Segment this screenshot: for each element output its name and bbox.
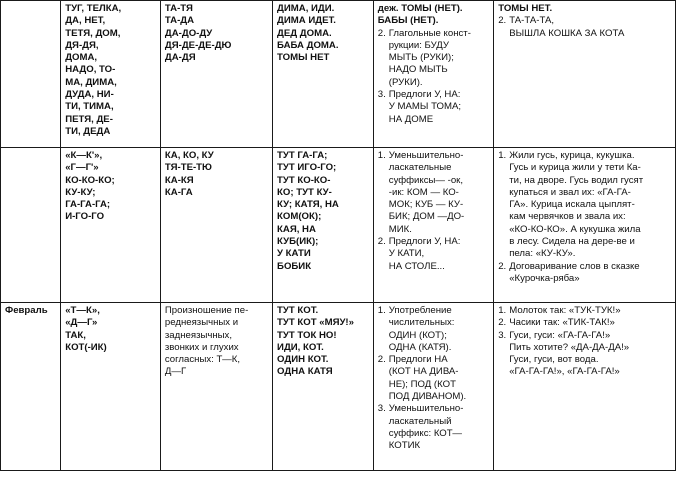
- cell-line: «Т—К»,: [65, 305, 100, 316]
- grammar-cell: [373, 1, 493, 148]
- cell-line: КА, КО, КУ: [164, 150, 214, 161]
- cell-line: заднеязычных,: [164, 329, 233, 341]
- cell-line: КАЯ, НА: [277, 223, 316, 235]
- item-number: 2.: [377, 236, 386, 248]
- item-number: 1.: [377, 305, 386, 316]
- cell-line: реднеязычных и: [164, 317, 239, 329]
- item-line: Предлоги У, НА:: [388, 89, 461, 101]
- item-line: Гусь и курица жили у тети Ка-: [509, 162, 641, 174]
- cell-line: МА, ДИМА,: [65, 76, 117, 88]
- item-line: Гуси, гуси: «ГА-ГА-ГА!»: [509, 329, 611, 341]
- cell-line: ДЕД ДОМА.: [277, 27, 332, 39]
- cell-line: ТОМЫ НЕТ: [277, 52, 330, 64]
- cell-line: КУ-КУ;: [65, 186, 96, 198]
- numbered-item: [498, 261, 671, 286]
- cell-line: ТУГ, ТЕЛКА,: [65, 3, 122, 14]
- cell-line: Февраль: [5, 305, 48, 316]
- cell-line: ОДИН КОТ.: [277, 354, 329, 366]
- cell-line: ДУДА, НИ-: [65, 89, 114, 101]
- numbered-item: [498, 15, 671, 40]
- item-line: МЫТЬ (РУКИ);: [388, 52, 454, 64]
- table-row: [1, 1, 676, 148]
- texts-cell: [494, 1, 676, 148]
- cell-line: КО-КО-КО;: [65, 174, 115, 186]
- cell-line: ОДНА КАТЯ: [277, 366, 333, 378]
- cell-line: ТИ, ТИМА,: [65, 101, 114, 113]
- cell-line: ДА, НЕТ,: [65, 15, 106, 27]
- numbered-item: [378, 403, 489, 452]
- cell-line: БАБЫ (НЕТ).: [377, 15, 439, 27]
- item-line: Жили гусь, курица, кукушка.: [509, 150, 635, 161]
- cell-line: ТОМЫ НЕТ.: [498, 3, 553, 14]
- cell-line: ДЯ-ДЕ-ДЕ-ДЮ: [164, 39, 232, 51]
- item-number: 3.: [498, 329, 507, 341]
- cell-line: КО; ТУТ КУ-: [277, 186, 332, 198]
- item-line: ти, на дворе. Гусь водил гусят: [509, 174, 644, 186]
- cell-line: «К—К'»,: [65, 150, 103, 161]
- cell-line: «Г—Г'»: [65, 162, 99, 174]
- numbered-item: [498, 317, 671, 329]
- month-cell: [1, 148, 61, 303]
- cell-line: КОТ(-ИК): [65, 341, 107, 353]
- item-line: Пить хотите? «ДА-ДА-ДА!»: [509, 341, 630, 353]
- item-line: Часики так: «ТИК-ТАК!»: [509, 317, 615, 329]
- table-row: [1, 148, 676, 303]
- item-line: КОТИК: [388, 440, 421, 452]
- item-line: Предлоги У, НА:: [388, 236, 461, 248]
- sounds-cell: [61, 1, 161, 148]
- item-line: НЕ); ПОД (КОТ: [388, 378, 456, 390]
- grammar-cell: [373, 148, 493, 303]
- cell-line: ДОМА,: [65, 52, 98, 64]
- item-line: суффиксы— -ок,: [388, 174, 464, 186]
- item-line: ТА-ТА-ТА,: [509, 15, 555, 27]
- cell-line: ТА-ДА: [164, 15, 195, 27]
- cell-line: И-ГО-ГО: [65, 211, 105, 223]
- item-line: ласкательный: [388, 415, 452, 427]
- cell-line: Произношение пе-: [164, 305, 249, 316]
- cell-line: КУБ(ИК);: [277, 236, 319, 248]
- item-line: Глагольные конст-: [388, 27, 471, 39]
- numbered-item: [378, 89, 489, 126]
- item-line: рукции: БУДУ: [388, 39, 449, 51]
- numbered-item: [378, 354, 489, 403]
- item-line: суффикс: КОТ—: [388, 427, 463, 439]
- item-line: У КАТИ,: [388, 248, 425, 260]
- sounds-cell: [61, 148, 161, 303]
- item-number: 1.: [498, 150, 507, 161]
- item-number: 2.: [498, 317, 507, 329]
- item-line: «ГА-ГА-ГА!», «ГА-ГА-ГА!»: [509, 366, 620, 378]
- syllables-cell: [160, 1, 272, 148]
- grammar-cell: [373, 303, 493, 471]
- cell-line: ДЯ-ДЯ,: [65, 39, 99, 51]
- item-line: купаться и звал их: «ГА-ГА-: [509, 186, 631, 198]
- cell-line: ГА-ГА-ГА;: [65, 199, 111, 211]
- numbered-item: [378, 305, 489, 354]
- item-line: БИК; ДОМ —ДО-: [388, 211, 465, 223]
- item-line: ОДИН (КОТ);: [388, 329, 447, 341]
- item-line: НА СТОЛЕ...: [388, 260, 445, 272]
- item-line: Употребление: [388, 305, 452, 316]
- cell-line: звонких и глухих: [164, 341, 239, 353]
- item-line: Предлоги НА: [388, 354, 448, 366]
- item-number: 2.: [498, 260, 507, 272]
- item-line: МОК; КУБ — КУ-: [388, 199, 464, 211]
- numbered-item: [498, 150, 671, 261]
- cell-line: ТАК,: [65, 329, 86, 341]
- item-line: Гуси, гуси, вот вода.: [509, 354, 599, 366]
- cell-line: ТИ, ДЕДА: [65, 125, 111, 137]
- cell-line: ДИМА ИДЕТ.: [277, 15, 336, 27]
- phrases-cell: [273, 148, 374, 303]
- month-cell: [1, 303, 61, 471]
- cell-line: ИДИ, КОТ.: [277, 341, 324, 353]
- numbered-item: [498, 305, 671, 317]
- item-line: Молоток так: «ТУК-ТУК!»: [509, 305, 621, 316]
- cell-line: ДА-ДЯ: [164, 52, 196, 64]
- cell-line: согласных: Т—К,: [164, 354, 240, 366]
- sounds-cell: [61, 303, 161, 471]
- item-line: У МАМЫ ТОМА;: [388, 101, 462, 113]
- texts-cell: [494, 303, 676, 471]
- item-line: в лесу. Сидела на дере-ве и: [509, 236, 635, 248]
- item-number: 2.: [377, 354, 386, 366]
- cell-line: Д—Г: [164, 366, 187, 378]
- cell-line: ТУТ КОТ.: [277, 305, 319, 316]
- cell-line: ТУТ ТОК НО!: [277, 329, 337, 341]
- item-line: ГА». Курица искала цыплят-: [509, 199, 635, 211]
- item-line: (РУКИ).: [388, 76, 423, 88]
- item-number: 2.: [498, 15, 507, 27]
- item-line: пела: «КУ-КУ».: [509, 248, 576, 260]
- item-line: МИК.: [388, 223, 412, 235]
- numbered-item: [378, 150, 489, 236]
- item-number: 1.: [377, 150, 386, 161]
- cell-line: ДА-ДО-ДУ: [164, 27, 213, 39]
- item-line: кам червячков и звала их:: [509, 211, 626, 223]
- texts-cell: [494, 148, 676, 303]
- item-number: 3.: [377, 89, 386, 101]
- cell-line: деж. ТОМЫ (НЕТ).: [377, 3, 463, 14]
- phrases-cell: [273, 303, 374, 471]
- cell-line: ПЕТЯ, ДЕ-: [65, 113, 113, 125]
- item-line: -ик: КОМ — КО-: [388, 186, 459, 198]
- item-line: числительных:: [388, 317, 455, 329]
- cell-line: КА-ГА: [164, 186, 193, 198]
- table-row: [1, 303, 676, 471]
- cell-line: ТА-ТЯ: [164, 3, 193, 14]
- cell-line: ДИМА, ИДИ.: [277, 3, 335, 14]
- month-cell: [1, 1, 61, 148]
- cell-line: ТУТ КОТ «МЯУ!»: [277, 317, 354, 329]
- cell-line: ТЯ-ТЕ-ТЮ: [164, 162, 212, 174]
- phrases-cell: [273, 1, 374, 148]
- cell-line: «Д—Г»: [65, 317, 98, 329]
- cell-line: БАБА ДОМА.: [277, 39, 339, 51]
- item-line: Уменьшительно-: [388, 403, 464, 415]
- cell-line: ТУТ ГА-ГА;: [277, 150, 328, 161]
- cell-line: КУ; КАТЯ, НА: [277, 199, 339, 211]
- cell-line: КОМ(ОК);: [277, 211, 322, 223]
- numbered-item: [498, 330, 671, 379]
- numbered-item: [378, 28, 489, 89]
- item-line: «КО-КО-КО». А кукушка жила: [509, 223, 641, 235]
- cell-line: ТЕТЯ, ДОМ,: [65, 27, 121, 39]
- item-line: «Курочка-ряба»: [509, 272, 580, 284]
- item-number: 3.: [377, 403, 386, 415]
- item-line: ласкательные: [388, 162, 452, 174]
- item-number: 1.: [498, 305, 507, 316]
- numbered-item: [378, 236, 489, 273]
- item-line: Уменьшительно-: [388, 150, 464, 161]
- syllables-cell: [160, 303, 272, 471]
- item-line: ПОД ДИВАНОМ).: [388, 391, 467, 403]
- cell-line: У КАТИ: [277, 248, 311, 260]
- cell-line: НАДО, ТО-: [65, 64, 116, 76]
- item-line: НА ДОМЕ: [388, 113, 434, 125]
- cell-line: ТУТ ИГО-ГО;: [277, 162, 337, 174]
- cell-line: БОБИК: [277, 260, 312, 272]
- item-line: НАДО МЫТЬ: [388, 64, 448, 76]
- item-line: Договаривание слов в сказке: [509, 260, 640, 272]
- item-line: (КОТ НА ДИВА-: [388, 366, 459, 378]
- item-number: 2.: [377, 27, 386, 39]
- cell-line: ТУТ КО-КО-: [277, 174, 331, 186]
- syllables-cell: [160, 148, 272, 303]
- item-line: ВЫШЛА КОШКА ЗА КОТА: [509, 27, 625, 39]
- item-line: ОДНА (КАТЯ).: [388, 341, 452, 353]
- cell-line: КА-КЯ: [164, 174, 194, 186]
